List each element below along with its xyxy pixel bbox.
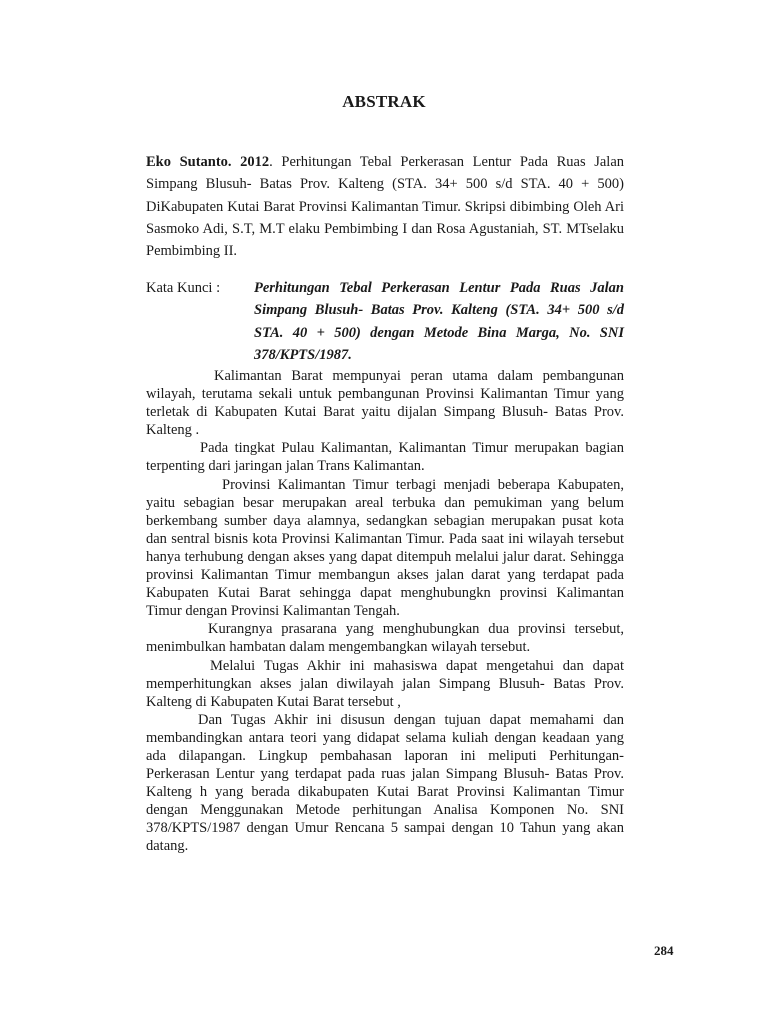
paragraph-5: Melalui Tugas Akhir ini mahasiswa dapat mengetahui dan dapat memperhitungkan akses jalan diwilayah jalan Simpang Blusuh- Batas Prov. Kalteng di Kabupaten Kutai Barat tersebut , xyxy=(146,657,624,710)
page-number: 284 xyxy=(654,943,674,958)
keywords-text: Perhitungan Tebal Perkerasan Lentur Pada Ruas Jalan Simpang Blusuh- Batas Prov. Kalteng (STA. 34+ 500 s/d STA. 40 + 500) dengan Metode Bina Marga, No. SNI 378/KPTS/1987. xyxy=(254,280,624,363)
keywords-label-group xyxy=(146,277,220,299)
keywords-block xyxy=(146,277,624,366)
page-title: ABSTRAK xyxy=(342,92,426,111)
paragraph-3: Provinsi Kalimantan Timur terbagi menjadi beberapa Kabupaten, yaitu sebagian besar merupakan areal terbuka dan pemukiman yang belum berkembang sumber daya alamnya, sedangkan sebagian merupakan pusat kota dan sentral bisnis kota Provinsi Kalimantan Timur. Pada saat ini wilayah tersebut hanya terhubung dengan akses yang dapat ditempuh melalui jalur darat. Sehingga provinsi Kalimantan Timur membangun akses jalan darat yang terdapat pada Kabupaten Kutai Barat sehingga dapat menghubungkn provinsi Kalimantan Timur dengan Provinsi Kalimantan Tengah. xyxy=(146,476,624,620)
reference-year: 2012 xyxy=(240,154,270,170)
paragraph-2: Pada tingkat Pulau Kalimantan, Kalimantan Timur merupakan bagian terpenting dari jaringan jalan Trans Kalimantan. xyxy=(146,440,624,475)
reference-text: . Perhitungan Tebal Perkerasan Lentur Pada Ruas Jalan Simpang Blusuh- Batas Prov. Kalteng (STA. 34+ 500 s/d STA. 40 + 500) DiKabupaten Kutai Barat Provinsi Kalimantan Timur. Skripsi dibimbing Oleh Ari Sasmoko Adi, S.T, M.T elaku Pembimbing I dan Rosa Agustaniah, ST. MTselaku Pembimbing II. xyxy=(146,154,625,260)
paragraph-4: Kurangnya prasarana yang menghubungkan dua provinsi tersebut, menimbulkan hambatan dalam mengembangkan wilayah tersebut. xyxy=(146,621,624,656)
reference-author: Eko Sutanto. xyxy=(146,154,232,170)
keywords-colon: : xyxy=(216,280,221,296)
keywords-label: Kata Kunci xyxy=(146,280,213,296)
paragraph-1: Kalimantan Barat mempunyai peran utama dalam pembangunan wilayah, terutama sekali untuk pembangunan Provinsi Kalimantan Timur yang terletak di Kabupaten Kutai Barat yaitu dijalan Simpang Blusuh- Batas Prov. Kalteng . xyxy=(146,368,624,439)
abstract-body xyxy=(146,367,624,856)
reference-block xyxy=(146,151,624,262)
paragraph-6: Dan Tugas Akhir ini disusun dengan tujuan dapat memahami dan membandingkan antara teori yang didapat selama kuliah dengan keadaan yang ada dilapangan. Lingkup pembahasan laporan ini meliputi Perhitungan-Perkerasan Lentur yang terdapat pada ruas jalan Simpang Blusuh- Batas Prov. Kalteng h yang berada dikabupaten Kutai Barat Provinsi Kalimantan Timur dengan Menggunakan Metode perhitungan Analisa Komponen No. SNI 378/KPTS/1987 dengan Umur Rencana 5 sampai dengan 10 Tahun yang akan datang. xyxy=(146,711,624,855)
